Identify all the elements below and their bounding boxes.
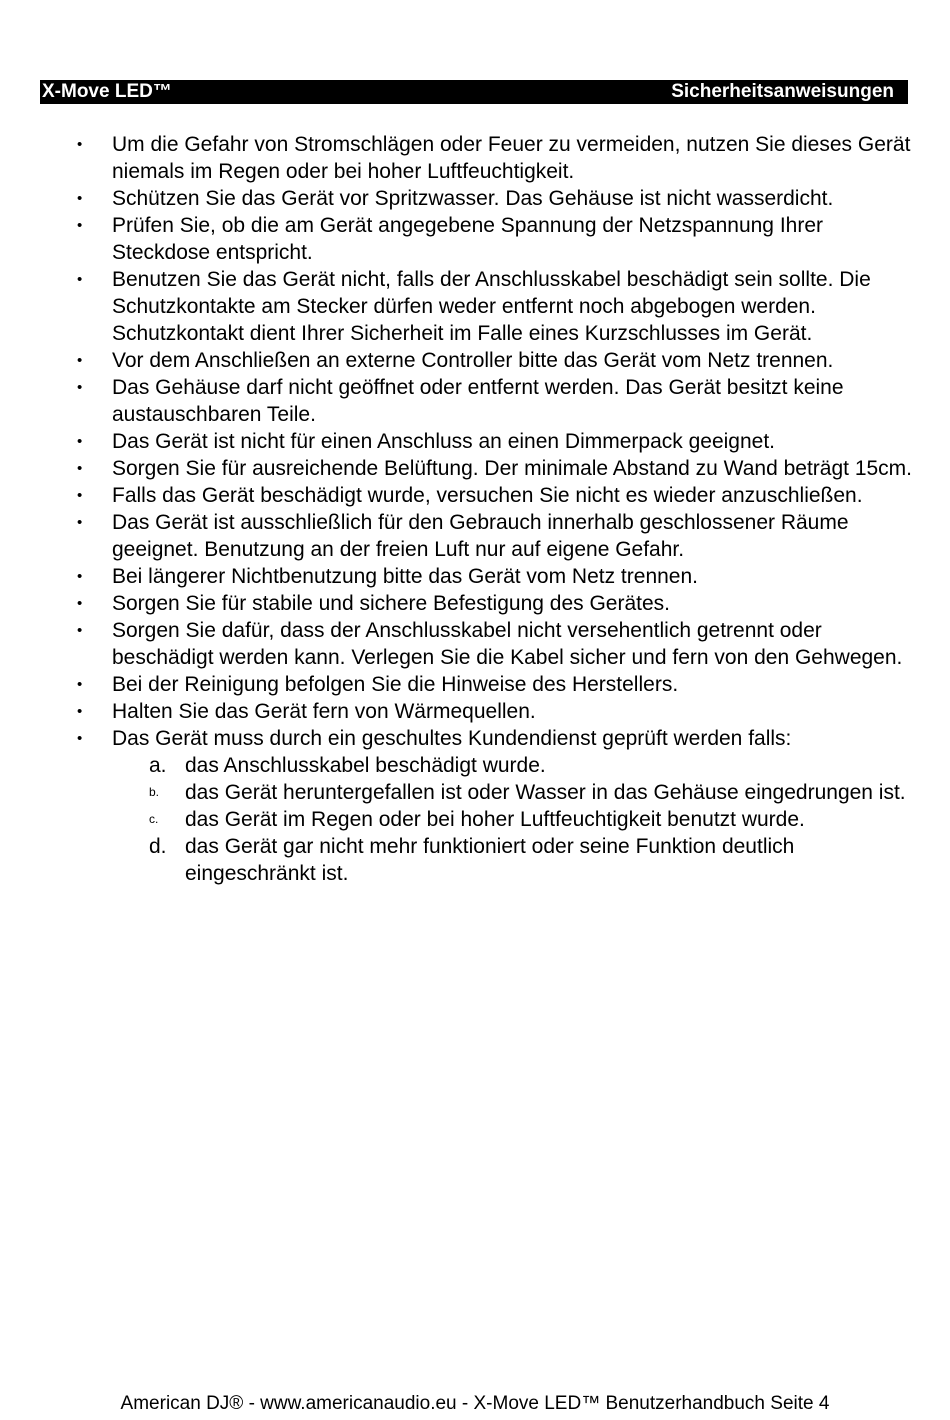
sub-list-text: das Anschlusskabel beschädigt wurde. [185,754,546,777]
list-item: • Bei der Reinigung befolgen Sie die Hinweise des Herstellers. [112,671,912,698]
list-item: • Halten Sie das Gerät fern von Wärmequellen. [112,698,912,725]
list-item [112,725,912,887]
sub-list-text: das Gerät heruntergefallen ist oder Wasser in das Gehäuse eingedrungen ist. [185,781,906,804]
sub-list-item [149,752,912,779]
sub-list-marker: a. [149,754,167,777]
section-title: Sicherheitsanweisungen [671,81,894,102]
safety-instructions [112,131,912,887]
sub-list-text: das Gerät gar nicht mehr funktioniert oder seine Funktion deutlich eingeschränkt ist. [185,835,795,885]
list-item: • Bei längerer Nichtbenutzung bitte das Gerät vom Netz trennen. [112,563,912,590]
list-item: • Um die Gefahr von Stromschlägen oder Feuer zu vermeiden, nutzen Sie dieses Gerät niemals im Regen oder bei hoher Luftfeuchtigkeit. [112,131,912,185]
sub-list-text: das Gerät im Regen oder bei hoher Luftfeuchtigkeit benutzt wurde. [185,808,805,831]
safety-list [112,131,912,887]
list-item: • Sorgen Sie für ausreichende Belüftung. Der minimale Abstand zu Wand beträgt 15cm. [112,455,912,482]
sub-list-item [149,806,912,833]
sub-list-marker: d. [149,835,167,858]
list-item: • Schützen Sie das Gerät vor Spritzwasser. Das Gehäuse ist nicht wasserdicht. [112,185,912,212]
list-item: • Benutzen Sie das Gerät nicht, falls der Anschlusskabel beschädigt sein sollte. Die Schutzkontakte am Stecker dürfen weder entfernt noch abgebogen werden. Schutzkontakt dient Ihrer Sicherheit im Falle eines Kurzschlusses im Gerät. [112,266,912,347]
list-item: • Vor dem Anschließen an externe Controller bitte das Gerät vom Netz trennen. [112,347,912,374]
list-item: • Das Gerät ist ausschließlich für den Gebrauch innerhalb geschlossener Räume geeignet. Benutzung an der freien Luft nur auf eigene Gefahr. [112,509,912,563]
list-item: • Das Gehäuse darf nicht geöffnet oder entfernt werden. Das Gerät besitzt keine austauschbaren Teile. [112,374,912,428]
condition-list [112,752,912,887]
page-header-bar [40,80,908,104]
list-item: • Das Gerät ist nicht für einen Anschluss an einen Dimmerpack geeignet. [112,428,912,455]
product-title: X-Move LED™ [42,81,172,102]
list-item: • Sorgen Sie für stabile und sichere Befestigung des Gerätes. [112,590,912,617]
sub-list-marker: b. [149,785,160,799]
list-item-text: Das Gerät muss durch ein geschultes Kundendienst geprüft werden falls: [112,727,792,750]
sub-list-item [149,779,912,806]
sub-list-item [149,833,912,887]
list-item: • Prüfen Sie, ob die am Gerät angegebene Spannung der Netzspannung Ihrer Steckdose entspricht. [112,212,912,266]
page-footer: American DJ® - www.americanaudio.eu - X-Move LED™ Benutzerhandbuch Seite 4 [120,1393,830,1414]
list-item: • Falls das Gerät beschädigt wurde, versuchen Sie nicht es wieder anzuschließen. [112,482,912,509]
list-item: • Sorgen Sie dafür, dass der Anschlusskabel nicht versehentlich getrennt oder beschädigt werden kann. Verlegen Sie die Kabel sicher und fern von den Gehwegen. [112,617,912,671]
sub-list-marker: c. [149,812,159,826]
